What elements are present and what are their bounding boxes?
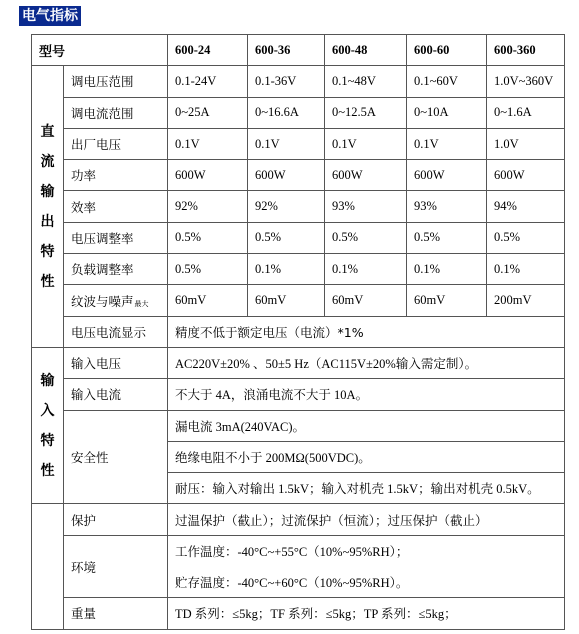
cell-value: 0~16.6A: [248, 97, 325, 128]
cell-value: 93%: [325, 191, 407, 222]
cell-value: 600W: [487, 160, 565, 191]
display-accuracy-value: 精度不低于额定电压（电流）*1%: [168, 316, 565, 347]
cell-value: 0.5%: [487, 222, 565, 253]
row-label: 输入电流: [64, 379, 168, 410]
row-label: 输入电压: [64, 347, 168, 378]
cell-value: 60mV: [325, 285, 407, 316]
cell-value: 60mV: [248, 285, 325, 316]
model-header: 600-48: [325, 35, 407, 66]
row-label: 功率: [64, 160, 168, 191]
cell-value: 0.5%: [248, 222, 325, 253]
environment-value: 工作温度：-40°C~+55°C（10%~95%RH）；: [168, 535, 565, 566]
cell-value: 94%: [487, 191, 565, 222]
row-label: 电压调整率: [64, 222, 168, 253]
cell-value: 600W: [407, 160, 487, 191]
cell-value: 0.1-36V: [248, 66, 325, 97]
row-label: 效率: [64, 191, 168, 222]
table-row: [32, 160, 565, 191]
table-row: [32, 410, 565, 441]
table-row: [32, 379, 565, 410]
model-header: 600-60: [407, 35, 487, 66]
cell-value: 1.0V~360V: [487, 66, 565, 97]
cell-value: 0~12.5A: [325, 97, 407, 128]
ripple-max-suffix: 最大: [134, 299, 149, 308]
input-current-value: 不大于 4A，浪涌电流不大于 10A。: [168, 379, 565, 410]
cell-value: 600W: [248, 160, 325, 191]
cell-value: 60mV: [407, 285, 487, 316]
cell-value: 0~1.6A: [487, 97, 565, 128]
model-header: 600-360: [487, 35, 565, 66]
cell-value: 0~10A: [407, 97, 487, 128]
model-label: 型号: [32, 35, 168, 66]
table-row: [32, 347, 565, 378]
row-label: [64, 285, 168, 316]
row-label: 环境: [64, 535, 168, 598]
table-row: [32, 535, 565, 566]
model-header: 600-36: [248, 35, 325, 66]
safety-value: 耐压：输入对输出 1.5kV；输入对机壳 1.5kV；输出对机壳 0.5kV。: [168, 473, 565, 504]
cell-value: 92%: [168, 191, 248, 222]
table-row: [32, 128, 565, 159]
table-row: [32, 97, 565, 128]
table-row: [32, 254, 565, 285]
safety-value: 漏电流 3mA(240VAC)。: [168, 410, 565, 441]
table-row: [32, 598, 565, 629]
input-voltage-value: AC220V±20% 、50±5 Hz（AC115V±20%输入需定制）。: [168, 347, 565, 378]
cell-value: 0.5%: [168, 222, 248, 253]
cell-value: 0.5%: [407, 222, 487, 253]
group-label-other: [32, 504, 64, 629]
environment-value: 贮存温度：-40°C~+60°C（10%~95%RH）。: [168, 567, 565, 598]
header-row: [32, 35, 565, 66]
row-label: 安全性: [64, 410, 168, 504]
cell-value: 0.1~60V: [407, 66, 487, 97]
row-label: 保护: [64, 504, 168, 535]
row-label: 调电流范围: [64, 97, 168, 128]
row-label: 负载调整率: [64, 254, 168, 285]
spec-table: [31, 34, 565, 630]
cell-value: 0.1V: [248, 128, 325, 159]
row-label: 电压电流显示: [64, 316, 168, 347]
cell-value: 0.1%: [407, 254, 487, 285]
cell-value: 0~25A: [168, 97, 248, 128]
safety-value: 绝缘电阻不小于 200MΩ(500VDC)。: [168, 441, 565, 472]
cell-value: 0.1~48V: [325, 66, 407, 97]
model-header: 600-24: [168, 35, 248, 66]
table-row: [32, 191, 565, 222]
row-label: 调电压范围: [64, 66, 168, 97]
table-row: [32, 504, 565, 535]
row-label: 重量: [64, 598, 168, 629]
section-title: 电气指标: [19, 6, 81, 26]
group-label-dc-output: 直 流 输 出 特 性: [32, 66, 64, 348]
cell-value: 0.1V: [325, 128, 407, 159]
cell-value: 0.1V: [407, 128, 487, 159]
weight-value: TD 系列：≤5kg；TF 系列：≤5kg；TP 系列：≤5kg；: [168, 598, 565, 629]
cell-value: 1.0V: [487, 128, 565, 159]
cell-value: 200mV: [487, 285, 565, 316]
cell-value: 0.1%: [325, 254, 407, 285]
protection-value: 过温保护（截止）；过流保护（恒流）；过压保护（截止）: [168, 504, 565, 535]
cell-value: 60mV: [168, 285, 248, 316]
cell-value: 93%: [407, 191, 487, 222]
table-row: [32, 222, 565, 253]
cell-value: 0.5%: [325, 222, 407, 253]
cell-value: 600W: [325, 160, 407, 191]
row-label: 出厂电压: [64, 128, 168, 159]
cell-value: 0.1-24V: [168, 66, 248, 97]
table-row: [32, 316, 565, 347]
cell-value: 0.5%: [168, 254, 248, 285]
table-row: [32, 285, 565, 316]
cell-value: 600W: [168, 160, 248, 191]
cell-value: 0.1%: [248, 254, 325, 285]
table-row: [32, 66, 565, 97]
cell-value: 0.1%: [487, 254, 565, 285]
cell-value: 0.1V: [168, 128, 248, 159]
cell-value: 92%: [248, 191, 325, 222]
group-label-input: 输 入 特 性: [32, 347, 64, 503]
ripple-label: 纹波与噪声: [71, 293, 134, 309]
